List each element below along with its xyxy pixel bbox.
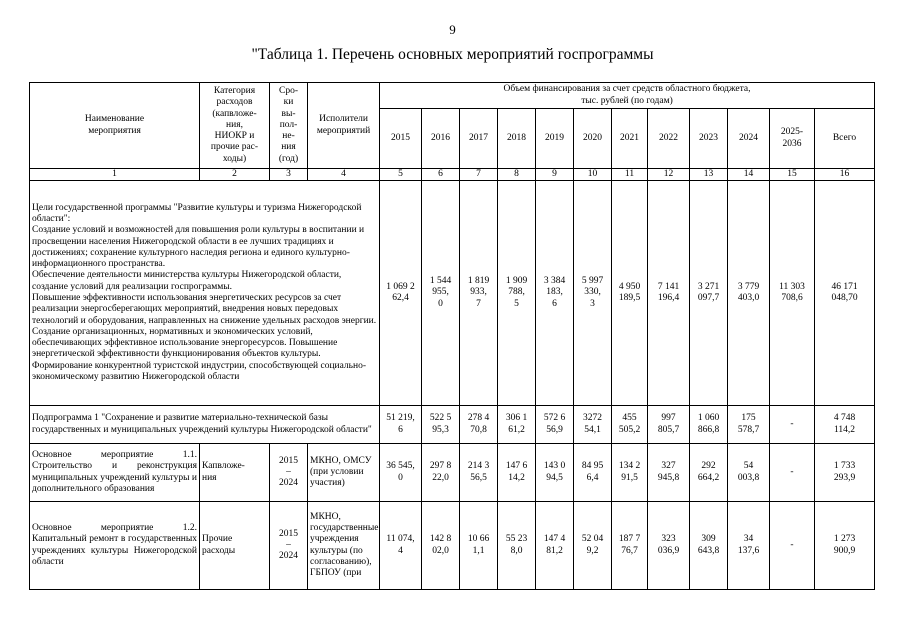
event-executor: МКНО, ОМСУ (при условии участия)	[308, 444, 380, 502]
column-number: 7	[460, 169, 498, 181]
value-cell: 214 3 56,5	[460, 444, 498, 502]
header-year: 2019	[536, 109, 574, 169]
event-executor: МКНО, государственные учреждения культуры (по согласованию), ГБПОУ (при	[308, 502, 380, 590]
value-cell: 54 003,8	[728, 444, 770, 502]
value-cell: 36 545, 0	[380, 444, 422, 502]
value-cell: 4 950 189,5	[612, 181, 648, 406]
header-year: 2015	[380, 109, 422, 169]
column-number: 13	[690, 169, 728, 181]
table-row	[30, 406, 875, 444]
column-number: 9	[536, 169, 574, 181]
total-cell: 46 171 048,70	[815, 181, 875, 406]
value-cell: 143 0 94,5	[536, 444, 574, 502]
value-cell: 3 779 403,0	[728, 181, 770, 406]
value-cell: 134 2 91,5	[612, 444, 648, 502]
table-row	[30, 444, 875, 502]
column-number: 1	[30, 169, 200, 181]
value-cell: 34 137,6	[728, 502, 770, 590]
total-cell: 4 748 114,2	[815, 406, 875, 444]
value-cell: 3 271 097,7	[690, 181, 728, 406]
header-year: 2017	[460, 109, 498, 169]
value-cell: 572 6 56,9	[536, 406, 574, 444]
column-number: 6	[422, 169, 460, 181]
header-year: 2024	[728, 109, 770, 169]
column-number: 2	[200, 169, 270, 181]
value-cell: 147 6 14,2	[498, 444, 536, 502]
value-cell: 147 4 81,2	[536, 502, 574, 590]
value-cell: -	[770, 406, 815, 444]
table-row	[30, 181, 875, 406]
header-total: Всего	[815, 109, 875, 169]
header-year: 2020	[574, 109, 612, 169]
events-table	[29, 82, 875, 590]
value-cell: 3 384 183, 6	[536, 181, 574, 406]
value-cell: 297 8 22,0	[422, 444, 460, 502]
header-year: 2022	[648, 109, 690, 169]
value-cell: 323 036,9	[648, 502, 690, 590]
value-cell: 1 909 788, 5	[498, 181, 536, 406]
header-terms: Сро- ки вы- пол- не- ния (год)	[270, 83, 308, 169]
column-number: 8	[498, 169, 536, 181]
event-category: Прочие расходы	[200, 502, 270, 590]
value-cell: 11 074, 4	[380, 502, 422, 590]
value-cell: 309 643,8	[690, 502, 728, 590]
table-row	[30, 502, 875, 590]
value-cell: 327 945,8	[648, 444, 690, 502]
total-cell: 1 733 293,9	[815, 444, 875, 502]
header-year: 2016	[422, 109, 460, 169]
value-cell: 11 303 708,6	[770, 181, 815, 406]
header-funding: Объем финансирования за счет средств областного бюджета, тыс. рублей (по годам)	[380, 83, 875, 109]
column-number: 10	[574, 169, 612, 181]
column-number: 4	[308, 169, 380, 181]
value-cell: 10 66 1,1	[460, 502, 498, 590]
value-cell: 55 23 8,0	[498, 502, 536, 590]
value-cell: -	[770, 444, 815, 502]
event-name: Основное мероприятие 1.2. Капитальный ремонт в государственных учреждениях культуры Нижегородской области	[30, 502, 200, 590]
value-cell: 292 664,2	[690, 444, 728, 502]
value-cell: 3272 54,1	[574, 406, 612, 444]
value-cell: 278 4 70,8	[460, 406, 498, 444]
page-number: 9	[449, 22, 456, 37]
header-year: 2018	[498, 109, 536, 169]
value-cell: 1 819 933, 7	[460, 181, 498, 406]
header-category: Категория расходов (капвложе- ния, НИОКР и прочие рас- ходы)	[200, 83, 270, 169]
value-cell: 455 505,2	[612, 406, 648, 444]
value-cell: -	[770, 502, 815, 590]
column-number: 12	[648, 169, 690, 181]
total-cell: 1 273 900,9	[815, 502, 875, 590]
header-year: 2021	[612, 109, 648, 169]
subprogram-title: Подпрограмма 1 "Сохранение и развитие материально-технической базы государственных и муниципальных учреждений культуры Нижегородской области"	[30, 406, 380, 444]
value-cell: 1 069 2 62,4	[380, 181, 422, 406]
header-year: 2025- 2036	[770, 109, 815, 169]
event-category: Капвложе- ния	[200, 444, 270, 502]
value-cell: 1 544 955, 0	[422, 181, 460, 406]
column-number: 16	[815, 169, 875, 181]
value-cell: 306 1 61,2	[498, 406, 536, 444]
value-cell: 52 04 9,2	[574, 502, 612, 590]
value-cell: 175 578,7	[728, 406, 770, 444]
column-number: 3	[270, 169, 308, 181]
header-name: Наименование мероприятия	[30, 83, 200, 169]
header-executors: Исполители мероприятий	[308, 83, 380, 169]
column-number: 11	[612, 169, 648, 181]
value-cell: 187 7 76,7	[612, 502, 648, 590]
value-cell: 522 5 95,3	[422, 406, 460, 444]
header-year: 2023	[690, 109, 728, 169]
column-number: 5	[380, 169, 422, 181]
column-number: 14	[728, 169, 770, 181]
value-cell: 5 997 330, 3	[574, 181, 612, 406]
goals-text: Цели государственной программы "Развитие культуры и туризма Нижегородской области": Создание условий и возможностей для повышения роли культуры в воспитании и просвещении населения Нижегородской области в ее лучших традициях и достижениях; сохранение культурного наследия региона и единого культурно-информационного пространства. Обеспечение деятельности министерства культуры Нижегородской области, создание условий для реализации госпрограммы. Повышение эффективности использования энергетических ресурсов за счет реализации энергосберегающих мероприятий, внедрения новых передовых технологий и оборудования, направленных на снижение удельных расходов энергии. Создание организационных, нормативных и экономических условий, обеспечивающих эффективное использование энергоресурсов. Повышение энергетической эффективности функционирования объектов культуры. Формирование конкурентной туристской индустрии, способствующей социально-экономическому развитию Нижегородской области	[30, 181, 380, 406]
event-name: Основное мероприятие 1.1. Строительство и реконструкция муниципальных учреждений культуры и дополнительного образования	[30, 444, 200, 502]
event-terms: 2015 – 2024	[270, 502, 308, 590]
table-title: "Таблица 1. Перечень основных мероприятий госпрограммы	[251, 46, 654, 63]
column-number: 15	[770, 169, 815, 181]
value-cell: 1 060 866,8	[690, 406, 728, 444]
value-cell: 997 805,7	[648, 406, 690, 444]
value-cell: 84 95 6,4	[574, 444, 612, 502]
value-cell: 51 219, 6	[380, 406, 422, 444]
value-cell: 7 141 196,4	[648, 181, 690, 406]
event-terms: 2015 – 2024	[270, 444, 308, 502]
value-cell: 142 8 02,0	[422, 502, 460, 590]
